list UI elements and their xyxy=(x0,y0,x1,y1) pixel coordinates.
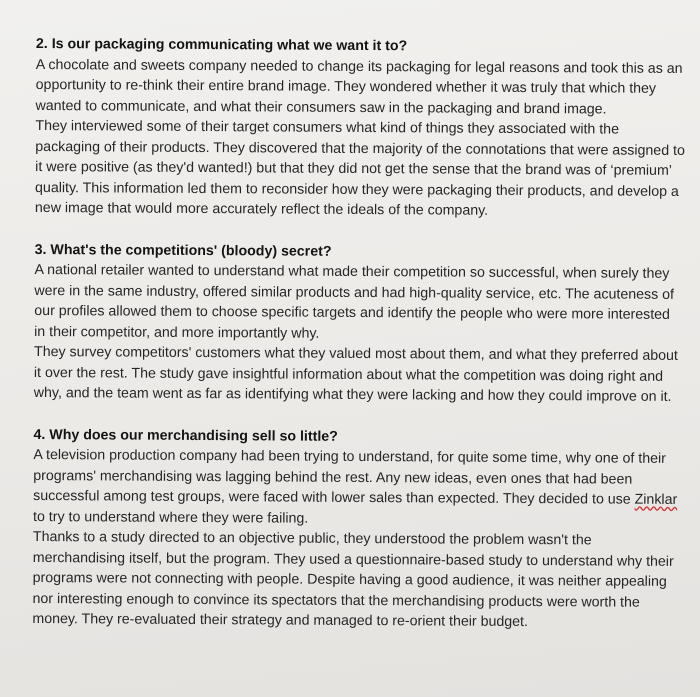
section-paragraph: They interviewed some of their target consumers what kind of things they associated with the packaging of their products. They discovered that the majority of the connotations that were assigned to it were positive (as they'd wanted!) but that they did not get the sense that the brand was of ‘premium’ quality. This information led them to reconsider how they were packaging their products, and develop a new image that would more accurately reflect the ideals of the company. xyxy=(34,117,685,219)
section-packaging xyxy=(35,34,686,222)
paragraph-text: to try to understand where they were failing. xyxy=(33,508,309,527)
brand-name: Zinklar xyxy=(634,491,678,508)
section-paragraph: A national retailer wanted to understand what made their competition so successful, when surely they were in the same industry, offered similar products and had high-quality service, etc. The acuteness of our profiles allowed them to choose specific targets and identify the people who were more interested in their competitor, and more importantly why. xyxy=(34,261,675,342)
section-paragraph: They survey competitors' customers what they valued most about them, and what they preferred about it over the rest. The study gave insightful information about what the competition was doing right and why, and the team went as far as identifying what they were lacking and how they could improve on it. xyxy=(33,343,678,405)
section-paragraph: A chocolate and sweets company needed to change its packaging for legal reasons and took this as an opportunity to re-think their entire brand image. They wondered whether it was truly that which they wanted to communicate, and what their consumers saw in the packaging and brand image. xyxy=(35,56,683,117)
section-heading: 2. Is our packaging communicating what we want it to? xyxy=(35,35,408,55)
section-heading: 4. Why does our merchandising sell so little? xyxy=(33,426,338,445)
section-merchandising xyxy=(32,424,683,633)
section-competition xyxy=(34,239,685,407)
section-paragraph: Thanks to a study directed to an objective public, they understood the problem wasn't the merchandising itself, but the program. They used a questionnaire-based study to understand why their programs were not connecting with people. Despite having a good audience, it was neither appealing nor interesting enough to convince its spectators that the merchandising products were worth the money. They re-evaluated their strategy and managed to re-orient their budget. xyxy=(32,528,674,631)
document-page xyxy=(32,34,686,633)
section-heading: 3. What's the competitions' (bloody) secret? xyxy=(34,241,332,260)
section-paragraph xyxy=(33,445,683,531)
paragraph-text: A television production company had been trying to understand, for quite some time, why one of their programs' merchandising was lagging behind the rest. Any new ideas, even ones that had been successful among test groups, were faced with lower sales than expected. They decided to use xyxy=(33,446,666,508)
